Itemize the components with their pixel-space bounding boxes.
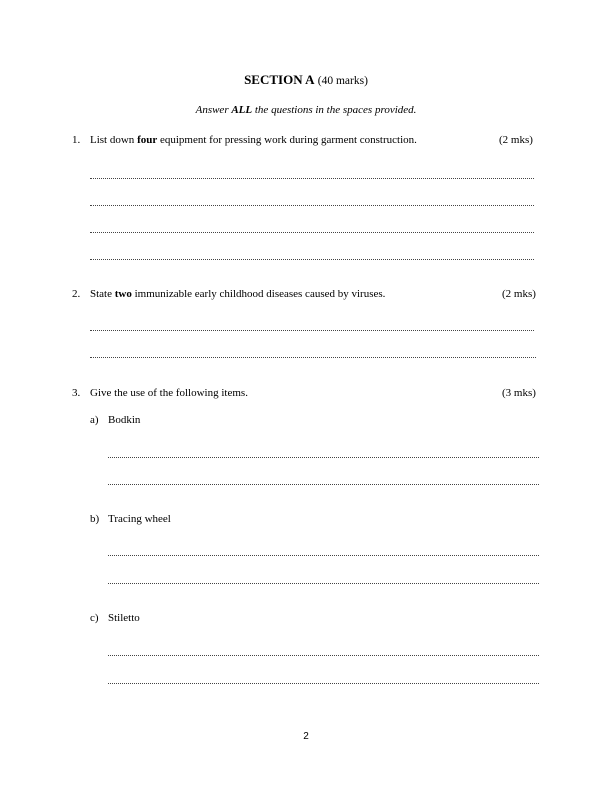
- question-2: [72, 288, 385, 300]
- question-3a-label: a): [90, 414, 99, 426]
- question-1-bold: four: [137, 134, 158, 146]
- question-3b-label: b): [90, 513, 100, 525]
- answer-line[interactable]: [90, 178, 534, 179]
- answer-line[interactable]: [90, 357, 536, 358]
- question-3-number: 3.: [72, 387, 81, 399]
- question-1: [72, 134, 417, 146]
- instruction-line: [0, 104, 612, 116]
- answer-line[interactable]: [108, 655, 539, 656]
- answer-line[interactable]: [90, 259, 534, 260]
- question-1-marks: (2 mks): [499, 134, 533, 146]
- question-3: [72, 387, 248, 399]
- section-title: [0, 72, 612, 88]
- answer-line[interactable]: [108, 683, 539, 684]
- answer-line[interactable]: [108, 484, 539, 485]
- question-3c-label: c): [90, 612, 99, 624]
- instruction-bold: ALL: [231, 104, 253, 116]
- section-total-marks: (40 marks): [317, 75, 368, 87]
- answer-line[interactable]: [108, 555, 539, 556]
- question-1-post: equipment for pressing work during garment construction.: [157, 134, 417, 146]
- question-3a-text: Bodkin: [108, 414, 141, 426]
- question-3b-text: Tracing wheel: [108, 513, 171, 525]
- answer-line[interactable]: [90, 330, 534, 331]
- question-1-pre: List down: [90, 134, 138, 146]
- answer-line[interactable]: [90, 232, 534, 233]
- answer-line[interactable]: [108, 457, 539, 458]
- section-title-text: SECTION A: [244, 72, 315, 87]
- instruction-post: the questions in the spaces provided.: [252, 104, 417, 116]
- question-3a: [90, 414, 140, 426]
- question-3c: [90, 612, 140, 624]
- question-2-bold: two: [114, 288, 132, 300]
- question-2-post: immunizable early childhood diseases caused by viruses.: [131, 288, 386, 300]
- question-3-marks: (3 mks): [502, 387, 536, 399]
- question-2-number: 2.: [72, 288, 81, 300]
- question-3c-text: Stiletto: [108, 612, 140, 624]
- question-2-marks: (2 mks): [502, 288, 536, 300]
- answer-line[interactable]: [90, 205, 534, 206]
- question-3-text: Give the use of the following items.: [90, 387, 248, 399]
- question-1-number: 1.: [72, 134, 81, 146]
- question-2-pre: State: [90, 288, 115, 300]
- instruction-pre: Answer: [195, 104, 232, 116]
- question-3b: [90, 513, 171, 525]
- answer-line[interactable]: [108, 583, 539, 584]
- page-number: 2: [303, 731, 309, 742]
